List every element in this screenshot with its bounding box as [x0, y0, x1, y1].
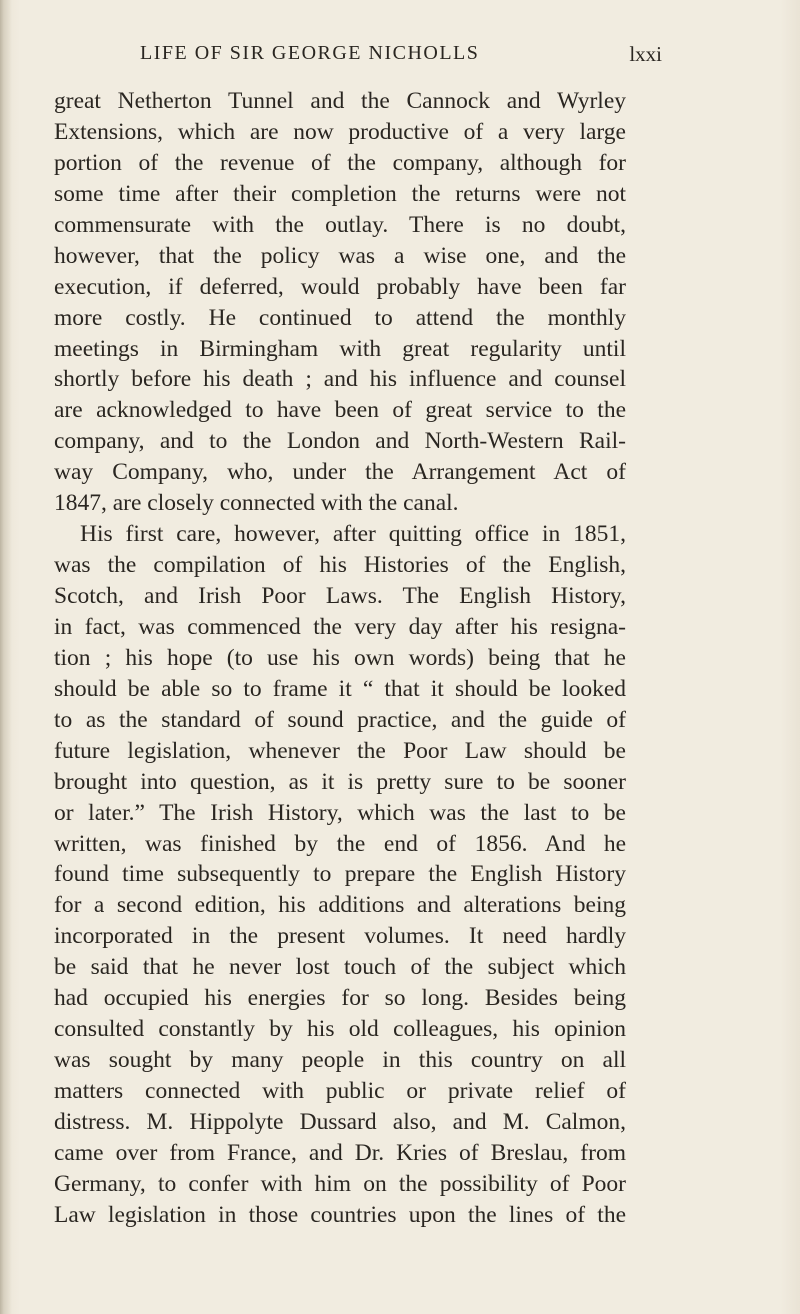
text-line: consulted constantly by his old colleagues, his opinion — [54, 1016, 626, 1043]
text-line: distress. M. Hippolyte Dussard also, and M. Calmon, — [54, 1108, 626, 1135]
page-binding-shadow — [0, 0, 12, 1314]
text-line: execution, if deferred, would probably have been far — [54, 273, 626, 300]
text-line: Law legislation in those countries upon the lines of the — [54, 1201, 626, 1228]
text-line: brought into question, as it is pretty sure to be sooner — [54, 768, 626, 795]
paragraph-end-line: 1847, are closely connected with the canal. — [54, 490, 459, 517]
text-line: or later.” The Irish History, which was the last to be — [54, 799, 626, 826]
text-line: meetings in Birmingham with great regularity until — [54, 335, 626, 362]
text-line: should be able so to frame it “ that it should be looked — [54, 675, 626, 702]
text-line: had occupied his energies for so long. Besides being — [54, 985, 626, 1012]
text-line: was sought by many people in this country on all — [54, 1047, 626, 1074]
text-line: company, and to the London and North-Western Rail- — [54, 428, 626, 455]
text-line: Scotch, and Irish Poor Laws. The English History, — [54, 583, 626, 609]
running-title: LIFE OF SIR GEORGE NICHOLLS — [140, 42, 480, 64]
text-line: some time after their completion the returns were not — [54, 180, 626, 207]
text-line: commensurate with the outlay. There is no doubt, — [54, 211, 626, 238]
text-line: found time subsequently to prepare the English History — [54, 861, 626, 888]
text-line: shortly before his death ; and his influence and counsel — [54, 366, 626, 393]
text-line: portion of the revenue of the company, although for — [54, 149, 626, 176]
page-header — [140, 42, 660, 82]
text-line: are acknowledged to have been of great service to the — [54, 397, 626, 424]
text-line: to as the standard of sound practice, and the guide of — [54, 706, 626, 733]
text-line: great Netherton Tunnel and the Cannock and Wyrley — [54, 88, 626, 114]
paragraph-start-line: His first care, however, after quitting office in 1851, — [80, 521, 626, 548]
text-line: written, was finished by the end of 1856. And he — [54, 830, 626, 857]
text-line: matters connected with public or private relief of — [54, 1078, 626, 1104]
text-line: incorporated in the present volumes. It need hardly — [54, 923, 626, 950]
text-line: be said that he never lost touch of the subject which — [54, 954, 626, 981]
text-line: way Company, who, under the Arrangement Act of — [54, 459, 626, 486]
text-line: came over from France, and Dr. Kries of Breslau, from — [54, 1139, 626, 1166]
page-number: lxxi — [629, 42, 662, 66]
text-line: Extensions, which are now productive of a very large — [54, 118, 626, 145]
text-line: however, that the policy was a wise one, and the — [54, 242, 626, 269]
text-line: in fact, was commenced the very day after his resigna- — [54, 613, 626, 640]
body-text — [54, 86, 626, 1231]
text-line: tion ; his hope (to use his own words) being that he — [54, 644, 626, 671]
text-line: for a second edition, his additions and alterations being — [54, 892, 626, 919]
text-line: was the compilation of his Histories of the English, — [54, 552, 626, 579]
text-line: Germany, to confer with him on the possibility of Poor — [54, 1170, 626, 1197]
text-line: future legislation, whenever the Poor Law should be — [54, 737, 626, 764]
text-line: more costly. He continued to attend the monthly — [54, 304, 626, 331]
